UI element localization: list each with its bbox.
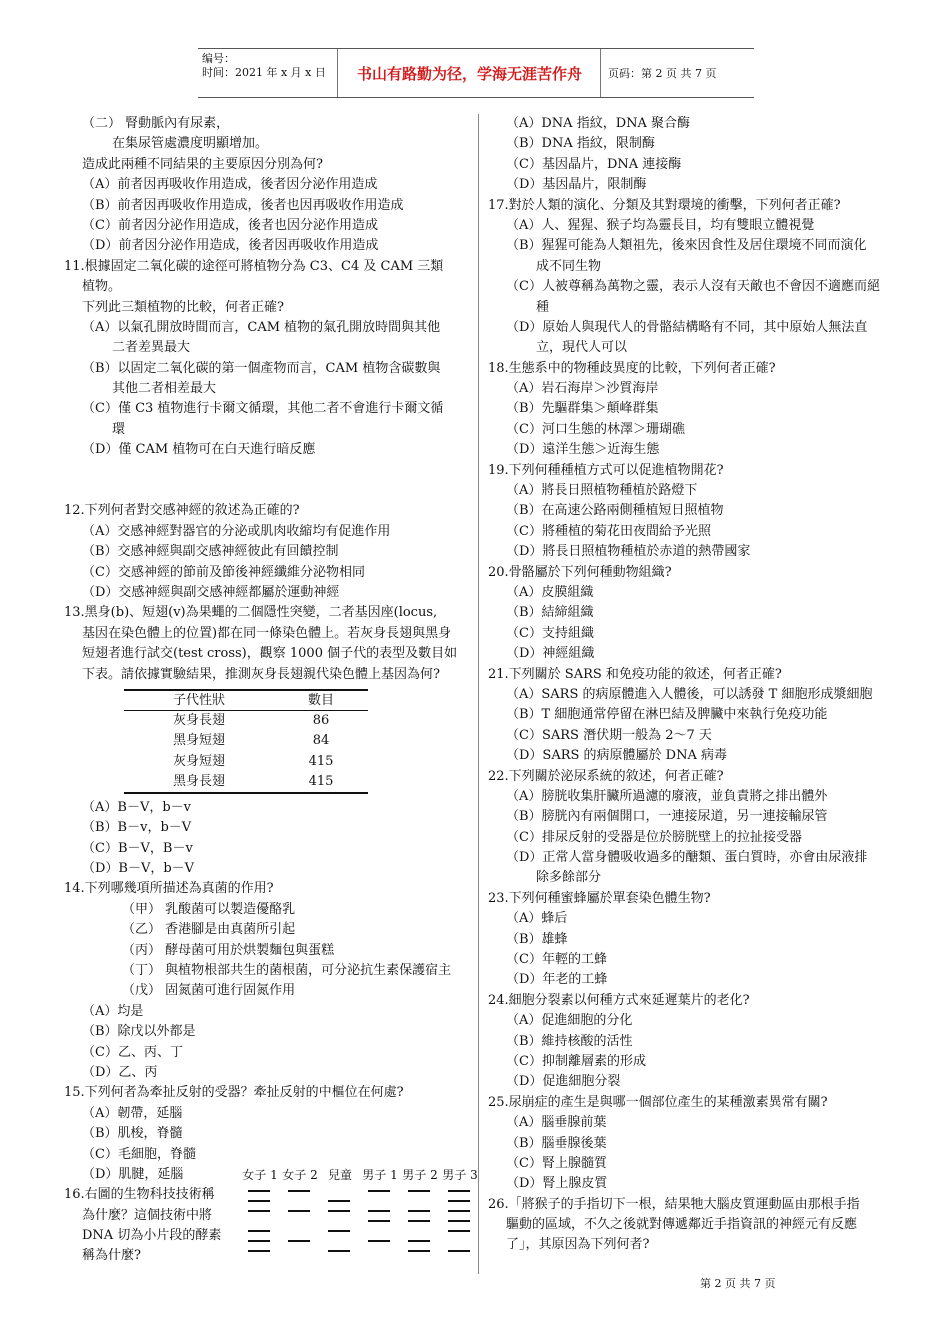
text-line: 了」，其原因為下列何者? — [506, 1237, 650, 1253]
text-line: 除多餘部分 — [536, 870, 602, 886]
text-line: （C）交感神經的節前及節後神經纖維分泌物相同 — [82, 564, 365, 580]
q13-results-table — [124, 689, 368, 794]
gel-band — [288, 1240, 310, 1242]
text-line: （B）猩猩可能為人類祖先，後來因食性及居住環境不同而演化 — [506, 238, 867, 254]
gel-band — [328, 1250, 350, 1252]
text-line: （C）人被尊稱為萬物之靈，表示人沒有天敵也不會因不適應而絕 — [506, 279, 880, 295]
table-row — [124, 752, 368, 772]
header-page-label: 页码：第 2 页 共 7 页 — [608, 67, 717, 80]
text-line: （C）僅 C3 植物進行卡爾文循環，其他二者不會進行卡爾文循 — [82, 401, 444, 417]
question-line: 26.「將猴子的手指切下一根，結果牠大腦皮質運動區由那根手指 — [488, 1196, 860, 1212]
text-line: （C）前者因分泌作用造成，後者也因分泌作用造成 — [82, 217, 378, 233]
gel-lane — [278, 1166, 322, 1184]
text-line: （A）B－V，b－v — [82, 799, 191, 815]
text-line: （A）岩石海岸＞沙質海岸 — [506, 381, 659, 397]
table-header-count: 數目 — [307, 692, 334, 708]
question-line: 11.根據固定二氧化碳的途徑可將植物分為 C3、C4 及 CAM 三類 — [64, 258, 444, 274]
gel-band — [408, 1220, 430, 1222]
text-line: （C）將種植的菊花田夜間給予光照 — [506, 523, 711, 539]
text-line: 造成此兩種不同結果的主要原因分別為何? — [82, 156, 323, 172]
question-line: 17.對於人類的演化、分類及其對環境的衝擊，下列何者正確? — [488, 197, 841, 213]
gel-band — [248, 1250, 270, 1252]
text-line: 下表。請依據實驗結果，推測灰身長翅親代染色體上基因為何? — [82, 666, 440, 682]
text-line: 成不同生物 — [536, 258, 602, 274]
text-line: （B）除戊以外都是 — [82, 1024, 196, 1040]
text-line: （丙） 酵母菌可用於烘製麵包與蛋糕 — [122, 942, 335, 958]
text-line: 短翅者進行試交(test cross)，觀察 1000 個子代的表型及數目如 — [82, 646, 458, 662]
number-label: 编号： — [202, 52, 235, 65]
table-row — [124, 772, 368, 792]
table-cell-trait: 黑身短翅 — [172, 733, 225, 749]
text-line: （A）蜂后 — [506, 911, 568, 927]
text-line: 在集尿管處濃度明顯增加。 — [112, 136, 269, 152]
left-column — [64, 114, 474, 1267]
text-line: （B）腦垂腺後葉 — [506, 1135, 607, 1151]
text-line: （D）B－V，b－V — [82, 861, 195, 877]
question-line: 14.下列哪幾項所描述為真菌的作用? — [64, 881, 274, 897]
text-line: 驅動的區域，不久之後就對傳遞鄰近手指資訊的神經元有反應 — [506, 1217, 858, 1233]
gel-band — [408, 1240, 430, 1242]
gel-lane-label: 男子 2 — [402, 1168, 438, 1182]
text-line: （A）促進細胞的分化 — [506, 1013, 633, 1029]
gel-lane-label: 男子 1 — [362, 1168, 398, 1182]
text-line: 植物。 — [82, 279, 122, 295]
table-header-trait: 子代性狀 — [172, 692, 225, 708]
text-line: （C）基因晶片，DNA 連接酶 — [506, 156, 682, 172]
text-line: （D）交感神經與副交感神經都屬於運動神經 — [82, 584, 340, 600]
text-line: （D）乙、丙 — [82, 1064, 158, 1080]
text-line: （D）神經組織 — [506, 646, 595, 662]
page-header — [198, 48, 754, 98]
question-line: 21.下列關於 SARS 和免疫功能的敘述，何者正確? — [488, 666, 782, 682]
time-label: 时间：2021 年 x 月 x 日 — [202, 66, 326, 79]
text-line: （C）年輕的工蜂 — [506, 952, 607, 968]
gel-band — [368, 1240, 390, 1242]
gel-band — [288, 1190, 310, 1192]
text-line: （C）支持組織 — [506, 625, 594, 641]
text-line: （B）先驅群集＞顛峰群集 — [506, 401, 659, 417]
question-line: 22.下列關於泌尿系統的敘述，何者正確? — [488, 768, 724, 784]
table-cell-count: 415 — [308, 773, 334, 789]
gel-lane-label: 女子 2 — [282, 1168, 318, 1182]
text-line: （D）正常人當身體吸收過多的醣類、蛋白質時，亦會由尿液排 — [506, 850, 868, 866]
gel-band — [328, 1210, 350, 1212]
table-cell-trait: 灰身長翅 — [172, 713, 225, 729]
text-line: 種 — [536, 299, 550, 315]
gel-band — [288, 1210, 310, 1212]
text-line: （A）韌帶，延腦 — [82, 1105, 183, 1121]
question-line: 25.尿崩症的產生是與哪一個部位產生的某種激素異常有關? — [488, 1094, 828, 1110]
text-line: 基因在染色體上的位置)都在同一條染色體上。若灰身長翅與黑身 — [82, 625, 452, 641]
text-line: （B）T 細胞通常停留在淋巴結及脾臟中來執行免疫功能 — [506, 707, 828, 723]
question-line: 15.下列何者為牽扯反射的受器？牽扯反射的中樞位在何處? — [64, 1085, 404, 1101]
text-line: （戊） 固氮菌可進行固氮作用 — [122, 983, 296, 999]
text-line: （C）SARS 潛伏期一般為 2～7 天 — [506, 727, 712, 743]
text-line: （乙） 香港腳是由真菌所引起 — [122, 922, 296, 938]
text-line: （D）腎上腺皮質 — [506, 1176, 608, 1192]
gel-band — [328, 1200, 350, 1202]
question-line: 24.細胞分裂素以何種方式來延遲葉片的老化? — [488, 992, 750, 1008]
gel-lane — [438, 1166, 482, 1184]
text-line: （B）B－v，b－V — [82, 820, 192, 836]
gel-band — [408, 1250, 430, 1252]
question-line: 13.黑身(b)、短翅(v)為果蠅的二個隱性突變，二者基因座(locus, — [64, 605, 438, 621]
column-divider — [478, 114, 479, 1274]
header-motto: 书山有路勤为径，学海无涯苦作舟 — [339, 49, 601, 97]
text-line: （D）基因晶片，限制酶 — [506, 177, 647, 193]
text-line: （C）抑制離層素的形成 — [506, 1053, 646, 1069]
question-line: 20.骨骼屬於下列何種動物組織? — [488, 564, 672, 580]
text-line: （B）交感神經與副交感神經彼此有回饋控制 — [82, 544, 339, 560]
text-line: （D）遠洋生態＞近海生態 — [506, 442, 660, 458]
text-line: （C）乙、丙、丁 — [82, 1044, 183, 1060]
text-line: （B）結締組織 — [506, 605, 594, 621]
gel-band — [248, 1190, 270, 1192]
header-meta — [198, 49, 338, 97]
gel-band — [328, 1230, 350, 1232]
text-line: 為什麼？這個技術中將 — [82, 1207, 213, 1223]
gel-band — [448, 1250, 470, 1252]
gel-band — [248, 1230, 270, 1232]
text-line: （B）DNA 指紋，限制酶 — [506, 136, 655, 152]
text-line: （D）將長日照植物種植於赤道的熱帶國家 — [506, 544, 751, 560]
gel-band — [448, 1230, 470, 1232]
text-line: （甲） 乳酸菌可以製造優酪乳 — [122, 901, 296, 917]
text-line: 環 — [112, 421, 126, 437]
table-cell-count: 84 — [312, 733, 330, 749]
gel-band — [248, 1200, 270, 1202]
right-text-block — [488, 114, 888, 1256]
text-line: （A）前者因再吸收作用造成，後者因分泌作用造成 — [82, 177, 378, 193]
text-line: （D）肌腱，延腦 — [82, 1166, 184, 1182]
text-line: （A）將長日照植物種植於路燈下 — [506, 483, 698, 499]
text-line: （B）肌梭，脊髓 — [82, 1126, 183, 1142]
gel-band — [368, 1210, 390, 1212]
text-line: （B）在高速公路兩側種植短日照植物 — [506, 503, 724, 519]
page-footer: 第 2 页 共 7 页 — [700, 1277, 776, 1290]
spacer — [64, 481, 474, 501]
gel-band — [408, 1190, 430, 1192]
text-line: （D）年老的工蜂 — [506, 972, 608, 988]
question-line: 18.生態系中的物種歧異度的比較，下列何者正確? — [488, 360, 776, 376]
question-line: 23.下列何種蜜蜂屬於單套染色體生物? — [488, 890, 711, 906]
dna-fingerprint-figure — [238, 1166, 478, 1262]
text-line: （D）僅 CAM 植物可在白天進行暗反應 — [82, 442, 316, 458]
table-header-row — [124, 691, 368, 711]
text-line: （A）SARS 的病原體進入人體後，可以誘發 T 細胞形成漿細胞 — [506, 686, 873, 702]
text-line: （A）皮膜組織 — [506, 584, 594, 600]
text-line: （二） 腎動脈內有尿素， — [82, 116, 230, 131]
text-line: （D）SARS 的病原體屬於 DNA 病毒 — [506, 748, 727, 764]
left-text-block — [64, 114, 474, 685]
text-line: （C）排尿反射的受器是位於膀胱壁上的拉扯接受器 — [506, 829, 802, 845]
text-line: （C）B－V，B－v — [82, 840, 193, 856]
spacer — [64, 461, 474, 481]
text-line: （C）河口生態的林澤＞珊瑚礁 — [506, 421, 685, 437]
text-line: （A）DNA 指紋，DNA 聚合酶 — [506, 116, 691, 131]
right-column — [488, 114, 888, 1256]
text-line: （A）均是 — [82, 1003, 144, 1019]
table-cell-count: 415 — [308, 753, 334, 769]
gel-band — [408, 1210, 430, 1212]
text-line: DNA 切為小片段的酵素 — [82, 1228, 222, 1244]
table-cell-trait: 灰身短翅 — [172, 753, 225, 769]
question-line: 19.下列何種種植方式可以促進植物開花? — [488, 462, 724, 478]
gel-band — [448, 1220, 470, 1222]
text-line: （B）前者因再吸收作用造成，後者也因再吸收作用造成 — [82, 197, 404, 213]
gel-lane — [238, 1166, 282, 1184]
text-line: （B）雄蜂 — [506, 931, 568, 947]
text-line: 二者差異最大 — [112, 340, 191, 356]
gel-band — [448, 1190, 470, 1192]
text-line: （B）膀胱內有兩個開口，一連接尿道，另一連接輸尿管 — [506, 809, 828, 825]
text-line: （A）以氣孔開放時間而言，CAM 植物的氣孔開放時間與其他 — [82, 319, 441, 335]
text-line: （D）前者因分泌作用造成，後者因再吸收作用造成 — [82, 238, 379, 254]
gel-lane — [358, 1166, 402, 1184]
gel-band — [248, 1240, 270, 1242]
table-cell-count: 86 — [312, 713, 330, 729]
text-line: （A）人、猩猩、猴子均為靈長目，均有雙眼立體視覺 — [506, 217, 815, 233]
text-line: （C）毛細胞，脊髓 — [82, 1146, 196, 1162]
text-line: （A）膀胱收集肝臟所過濾的廢液，並負責將之排出體外 — [506, 788, 828, 804]
text-line: （A）腦垂腺前葉 — [506, 1115, 607, 1131]
gel-band — [448, 1200, 470, 1202]
gel-lane-label: 男子 3 — [442, 1168, 478, 1182]
text-line: （B）以固定二氧化碳的第一個產物而言，CAM 植物含碳數與 — [82, 360, 441, 376]
gel-band — [448, 1210, 470, 1212]
table-row — [124, 731, 368, 751]
text-line: 稱為什麼? — [82, 1248, 141, 1264]
gel-band — [248, 1210, 270, 1212]
text-line: 下列此三類植物的比較，何者正確? — [82, 299, 284, 315]
gel-lane-label: 兒童 — [327, 1168, 352, 1182]
text-line: 其他二者相差最大 — [112, 381, 217, 397]
gel-band — [368, 1220, 390, 1222]
text-line: （D）促進細胞分裂 — [506, 1074, 621, 1090]
gel-lane-label: 女子 1 — [242, 1168, 278, 1182]
gel-lane — [398, 1166, 442, 1184]
question-line: 12.下列何者對交感神經的敘述為正確的? — [64, 503, 300, 519]
question-line: 16.右圖的生物科技技術稱 — [64, 1187, 215, 1203]
text-line: （B）維持核酸的活性 — [506, 1033, 633, 1049]
gel-lane — [318, 1166, 362, 1184]
gel-band — [368, 1190, 390, 1192]
text-line: （D）原始人與現代人的骨骼結構略有不同，其中原始人無法直 — [506, 319, 868, 335]
table-cell-trait: 黑身長翅 — [172, 773, 225, 789]
text-line: （丁） 與植物根部共生的菌根菌，可分泌抗生素保護宿主 — [122, 963, 452, 978]
text-line: （A）交感神經對器官的分泌或肌肉收縮均有促進作用 — [82, 523, 391, 539]
text-line: （C）腎上腺髓質 — [506, 1155, 607, 1171]
text-line: 立，現代人可以 — [536, 340, 628, 356]
table-row — [124, 711, 368, 731]
